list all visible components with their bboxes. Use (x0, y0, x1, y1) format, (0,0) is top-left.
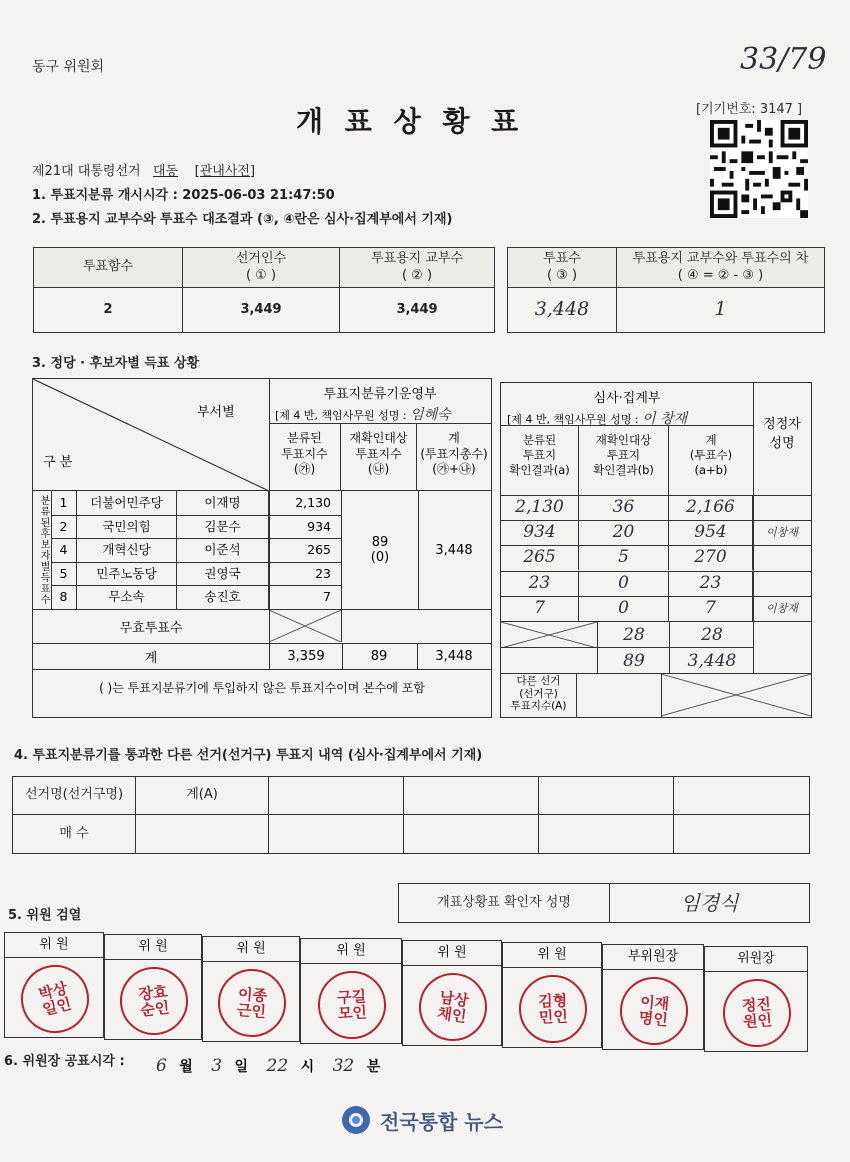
member-seal-stamp: 김형 민인 (518, 974, 588, 1044)
col-total: 계 (투표지총수) (㉮+㉯) (420, 431, 488, 477)
invalid-blank (341, 609, 491, 643)
section-4-title: 4. 투표지분류기를 통과한 다른 선거(선거구) 투표지 내역 (심사·집계부에서 기재) (14, 748, 483, 763)
member-title: 위 원 (403, 941, 501, 966)
dept-label: 부서별 (197, 405, 235, 420)
machine-team-label: [제 4 반, 책임사무원 성명 : (275, 409, 411, 422)
audit-invalid-x (501, 621, 597, 648)
audit-signer: 이 창재 (642, 411, 688, 427)
col-recheck: 재확인대상 투표지수 (㉯) (341, 423, 417, 491)
machine-signer: 임혜숙 (410, 407, 451, 423)
audit-sum-blank (501, 647, 597, 674)
member-title: 위 원 (503, 943, 601, 968)
candidate-name: 송진호 (177, 585, 269, 609)
section-6-title: 6. 위원장 공표시각 : (4, 1054, 125, 1069)
table-candidate-votes-audit (500, 382, 812, 718)
candidate-row (51, 538, 341, 563)
candidate-party: 더불어민주당 (77, 491, 177, 515)
section-1-start-time: 1. 투표지분류 개시시각 : 2025-06-03 21:47:50 (32, 188, 335, 203)
announce-month-unit: 월 (179, 1059, 193, 1075)
committee-member (104, 934, 202, 1040)
audit-corrector: 이창재 (766, 601, 798, 615)
committee-member-row (4, 932, 812, 1042)
member-seal-stamp: 박상 일인 (14, 958, 96, 1040)
row1-total: 계(A) (136, 777, 269, 815)
candidate-classified: 265 (307, 542, 331, 558)
committee-member (300, 938, 402, 1044)
sum-recheck: 89 (341, 643, 418, 669)
candidate-classified: 23 (315, 565, 331, 581)
audit-ab-value: 2,166 (669, 495, 753, 520)
total-all-value: 3,448 (435, 542, 473, 558)
recheck-value: 89 (371, 535, 389, 550)
member-title: 위 원 (105, 935, 201, 960)
audit-b-value: 0 (579, 596, 669, 621)
committee-member (502, 942, 602, 1048)
audit-a-value: 23 (501, 571, 579, 596)
committee-member (4, 932, 104, 1038)
page-count: 33/79 (740, 42, 827, 77)
member-title: 위 원 (5, 933, 103, 958)
audit-corrector: 이창재 (766, 526, 798, 540)
announce-time (156, 1056, 380, 1076)
value-difference: 1 (617, 288, 825, 333)
audit-b-value: 0 (579, 571, 669, 596)
header-difference: 투표용지 교부수와 투표수의 차 ( ④ = ② - ③ ) (617, 248, 825, 288)
section-2-title: 2. 투표용지 교부수와 투표수 대조결과 (③, ④란은 심사·집계부에서 기재) (32, 212, 453, 227)
audit-row (501, 571, 811, 597)
audit-invalid-ab: 28 (669, 621, 754, 648)
value-votes: 3,448 (508, 288, 617, 333)
sum-classified: 3,359 (269, 643, 343, 669)
audit-corrector (753, 571, 811, 596)
col-audit-ab: 계 (투표수) (a+b) (689, 433, 733, 477)
confirm-signer: 임경식 (610, 884, 810, 923)
audit-ab-value: 23 (669, 571, 753, 596)
committee-member (202, 936, 300, 1042)
section-5-title: 5. 위원 검열 (8, 908, 82, 923)
audit-row (501, 520, 811, 546)
candidate-number: 2 (51, 515, 77, 539)
header-ballot-boxes: 투표함수 (34, 248, 183, 288)
candidate-row (51, 491, 341, 516)
member-seal-stamp: 이종 근인 (216, 967, 289, 1040)
candidate-party: 개혁신당 (77, 538, 177, 562)
audit-sum-b: 89 (597, 647, 670, 674)
header-issued: 투표용지 교부수 ( ② ) (340, 248, 495, 288)
audit-a-value: 265 (501, 545, 579, 570)
machine-group-header (269, 379, 491, 424)
committee-member (704, 946, 808, 1052)
member-seal-stamp: 정진 원인 (721, 977, 794, 1050)
announce-day-unit: 일 (234, 1059, 249, 1075)
candidate-number: 4 (51, 538, 77, 562)
announce-minute: 32 (332, 1056, 355, 1076)
candidate-name: 이재명 (177, 491, 269, 515)
member-title: 위원장 (705, 947, 807, 972)
candidate-classified: 934 (307, 518, 331, 534)
confirm-box (398, 883, 810, 923)
audit-row (501, 545, 811, 571)
col-classified: 분류된 투표지수 (㉮) (269, 423, 341, 491)
category-label: 구 분 (43, 455, 73, 470)
row2-label: 매 수 (13, 815, 136, 854)
announce-hour: 22 (266, 1056, 289, 1076)
globe-icon (340, 1104, 372, 1136)
election-name: 제21대 대통령선거 (32, 164, 141, 179)
polling-type: [관내사전] (194, 164, 256, 179)
audit-ab-value: 954 (669, 520, 753, 545)
section-3-title: 3. 정당 · 후보자별 득표 상황 (32, 356, 200, 371)
candidate-name: 이준석 (177, 538, 269, 562)
candidate-party: 무소속 (77, 585, 177, 609)
header-voters: 선거인수 ( ① ) (183, 248, 340, 288)
audit-invalid-b: 28 (597, 621, 670, 648)
candidate-number: 8 (51, 585, 77, 609)
recheck-paren: (0) (370, 550, 390, 565)
audit-team-label: [제 4 반, 책임사무원 성명 : (507, 413, 643, 426)
col-audit-b: 재확인대상 투표지 확인결과(b) (579, 425, 669, 495)
header-votes: 투표수 ( ③ ) (508, 248, 617, 288)
member-seal-stamp: 장효 순인 (117, 964, 192, 1039)
table-other-elections (12, 776, 810, 854)
qr-code-icon (710, 120, 808, 218)
candidate-classified: 2,130 (295, 495, 331, 510)
audit-corrector (753, 495, 811, 520)
audit-b-value: 36 (579, 495, 669, 520)
value-voters: 3,449 (183, 288, 340, 333)
announce-minute-unit: 분 (366, 1059, 381, 1075)
table-ballot-reconciliation-left (33, 247, 495, 333)
member-title: 위 원 (203, 937, 299, 962)
audit-a-value: 2,130 (501, 495, 579, 520)
committee-member (402, 940, 502, 1046)
candidate-name: 김문수 (177, 515, 269, 539)
col-corrector: 정정자 성명 (763, 417, 801, 451)
machine-group-name: 투표지분류기운영부 (323, 387, 437, 402)
table-ballot-reconciliation-right (507, 247, 825, 333)
diagonal-divider (33, 379, 269, 491)
table-note: ( )는 투표지분류기에 투입하지 않은 투표지수이며 본수에 포함 (99, 681, 425, 695)
audit-row (501, 495, 811, 521)
audit-sum-ab: 3,448 (669, 647, 754, 674)
district-name: 대동 (153, 164, 179, 179)
audit-a-value: 934 (501, 520, 579, 545)
confirm-label: 개표상황표 확인자 성명 (399, 884, 610, 923)
audit-group-name: 심사·집계부 (593, 391, 661, 406)
candidate-number: 1 (51, 491, 77, 515)
candidate-row (51, 562, 341, 587)
device-number: [기기번호: 3147 ] (696, 102, 803, 117)
other-election-label: 다른 선거 (선거구) 투표지수(A) (501, 673, 577, 717)
row1-label: 선거명(선거구명) (13, 777, 136, 815)
watermark-text: 전국통합 뉴스 (380, 1109, 503, 1134)
audit-corrector (753, 545, 811, 570)
candidate-number: 5 (51, 562, 77, 586)
candidate-party: 민주노동당 (77, 562, 177, 586)
table-candidate-votes-machine (32, 378, 492, 718)
candidate-party: 국민의힘 (77, 515, 177, 539)
audit-ab-value: 7 (669, 596, 753, 621)
col-audit-a: 분류된 투표지 확인결과(a) (501, 425, 579, 495)
member-seal-stamp: 남상 채인 (415, 969, 492, 1046)
announce-hour-unit: 시 (300, 1059, 315, 1075)
sum-total: 3,448 (435, 648, 473, 664)
sum-label: 계 (144, 650, 158, 666)
member-title: 부위원장 (603, 945, 703, 970)
audit-ab-value: 270 (669, 545, 753, 570)
audit-b-value: 20 (579, 520, 669, 545)
page-title: 개 표 상 황 표 (296, 105, 525, 138)
watermark (340, 1104, 503, 1136)
candidate-name: 권영국 (177, 562, 269, 586)
announce-day: 3 (211, 1056, 223, 1076)
audit-row (501, 596, 811, 622)
member-title: 위 원 (301, 939, 401, 964)
other-election-x (661, 674, 811, 716)
committee-name: 동구 위원회 (32, 59, 105, 75)
audit-a-value: 7 (501, 596, 579, 621)
candidate-row (51, 515, 341, 540)
invalid-label: 무효투표수 (119, 620, 183, 636)
audit-b-value: 5 (579, 545, 669, 570)
announce-month: 6 (156, 1056, 167, 1076)
committee-member (602, 944, 704, 1050)
audit-group-header (501, 383, 753, 426)
election-line (32, 160, 255, 179)
candidate-classified: 7 (323, 589, 331, 605)
member-seal-stamp: 구길 모인 (316, 969, 387, 1040)
other-election-value (577, 673, 662, 717)
value-issued: 3,449 (340, 288, 495, 333)
member-seal-stamp: 이재 명인 (617, 974, 691, 1048)
invalid-x-cell (269, 610, 342, 642)
value-ballot-boxes: 2 (34, 288, 183, 333)
candidate-row (51, 585, 341, 609)
recheck-merged (341, 491, 419, 609)
side-label: 분류된후보자별득표수 (33, 491, 52, 609)
